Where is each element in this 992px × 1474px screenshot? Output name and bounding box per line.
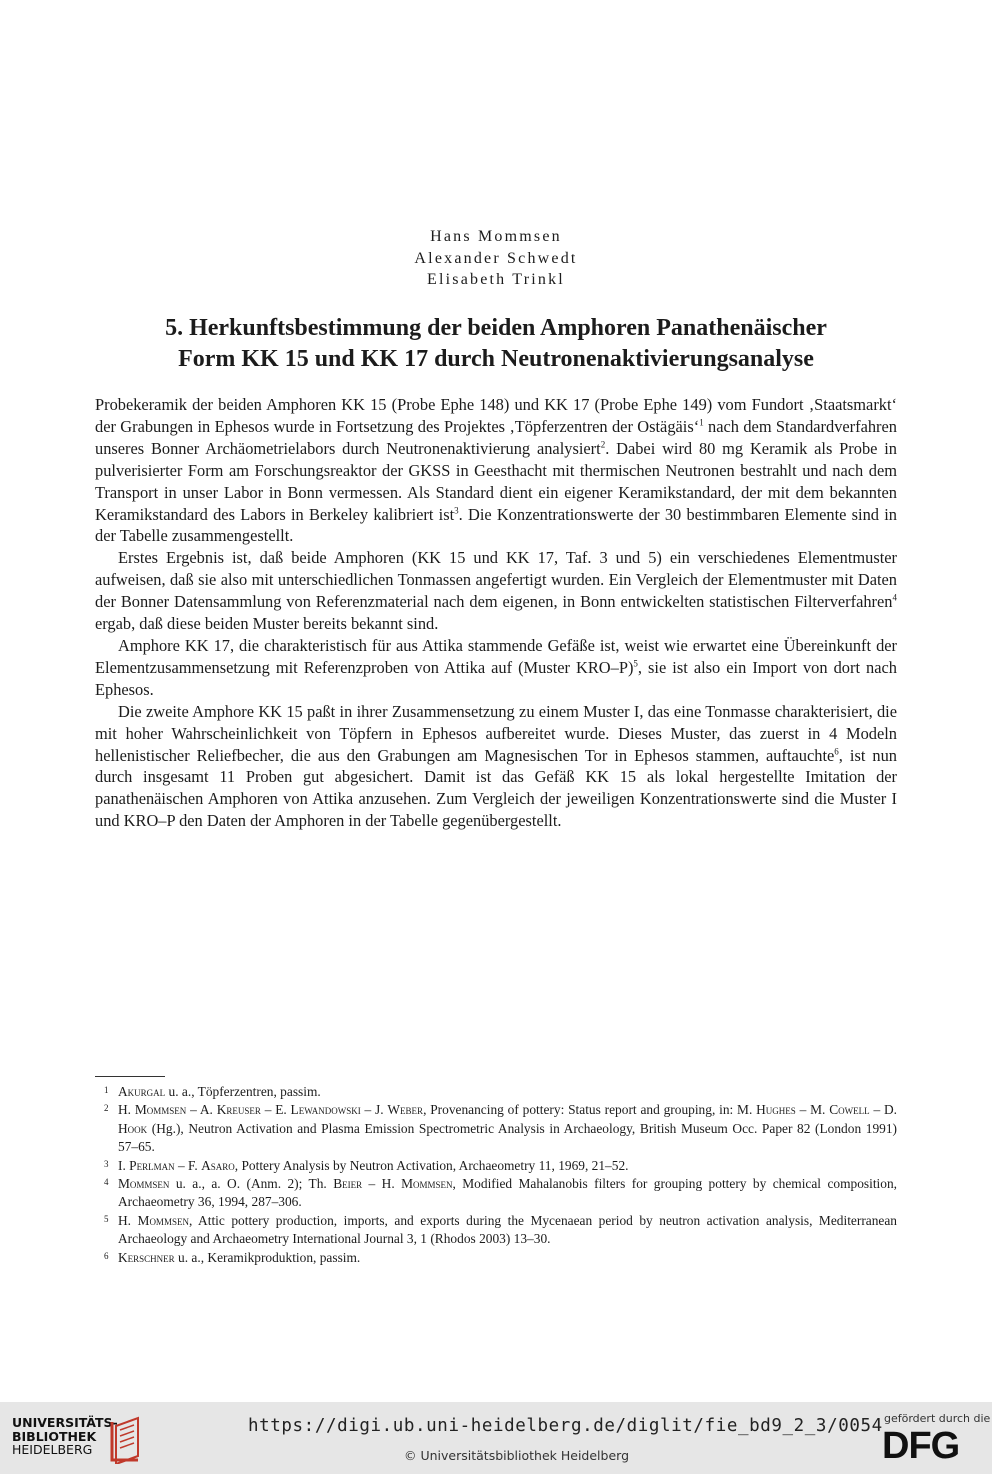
- copyright-notice: © Universitätsbibliothek Heidelberg: [404, 1448, 630, 1463]
- ub-bookmark-icon: [102, 1416, 148, 1464]
- title-line: 5. Herkunftsbestimmung der beiden Amphoren Panathenäischer: [165, 315, 827, 341]
- text-run: Probekeramik der beiden Amphoren KK 15 (Probe Ephe 148) und KK 17 (Probe Ephe 149) vom Fundort ‚Staatsmarkt‘ der Grabungen in Ephesos wurde in Fortsetzung des Projektes ‚Töpferzentren der Ostägäis‘: [95, 395, 897, 436]
- author-surname: Mommsen: [401, 1176, 453, 1192]
- text-run: Amphore KK 17, die charakteristisch für aus Attika stammende Gefäße ist, weist wie erwartet eine Übereinkunft der Elementzusammensetzung mit Referenzproben von Attika auf (Muster KRO–P): [95, 635, 897, 677]
- author-surname: Perlman: [129, 1157, 175, 1173]
- footnote-ref[interactable]: 6: [834, 746, 839, 757]
- dfg-logo[interactable]: DFG: [882, 1425, 960, 1467]
- text-run: – J.: [360, 1102, 388, 1118]
- text-run: (Hg.), Neutron Activation and Plasma Emission Spectrometric Analysis in Archaeology, British Museum Occ. Paper 82 (London 1991) 57–65.: [118, 1120, 897, 1155]
- footnote: [95, 1175, 897, 1212]
- footnote-number: 6: [104, 1250, 109, 1261]
- text-run: u. a., Töpferzentren, passim.: [165, 1084, 321, 1099]
- author-surname: Lewandowski: [290, 1102, 361, 1118]
- chapter-title: [80, 313, 912, 375]
- footnote: [95, 1249, 897, 1267]
- text-run: – D.: [869, 1102, 897, 1118]
- footnote-number: 5: [104, 1213, 109, 1224]
- text-run: – H.: [362, 1176, 402, 1192]
- text-run: nach dem Standardverfahren unseres Bonner Archäometrielabors durch Neutronenaktivierung analysiert: [95, 416, 897, 458]
- author-surname: Mommsen: [118, 1176, 170, 1192]
- text-run: Erstes Ergebnis ist, daß beide Amphoren (KK 15 und KK 17, Taf. 3 und 5) ein verschiedenes Elementmuster aufweisen, daß sie also mit unterschiedlichen Tonmassen angefertigt wurden. Ein Vergleich der Elementmuster mit Daten der Bonner Datensammlung von Referenzmaterial nach dem eigenen, in Bonn entwickelten statistischen Filterverfahren: [95, 548, 897, 612]
- footnote-list: [95, 1083, 897, 1267]
- footnote: [95, 1083, 897, 1101]
- text-run: H.: [118, 1212, 138, 1228]
- author-surname: Kreuser: [216, 1102, 261, 1118]
- paragraph: [95, 701, 897, 832]
- text-run: u. a., Keramikproduktion, passim.: [174, 1249, 361, 1265]
- author-list: [0, 226, 992, 291]
- footnote-ref[interactable]: 2: [600, 439, 606, 450]
- text-run: – E.: [260, 1102, 291, 1118]
- paragraph: [95, 394, 897, 547]
- ub-heidelberg-logo[interactable]: [12, 1416, 142, 1464]
- footnote: [95, 1101, 897, 1156]
- text-run: – A.: [186, 1102, 217, 1118]
- footnote-number: 1: [104, 1085, 109, 1095]
- title-line: Form KK 15 und KK 17 durch Neutronenaktivierungsanalyse: [178, 346, 814, 372]
- text-run: , Provenancing of pottery: Status report and grouping, in: M.: [423, 1102, 757, 1118]
- author-name: Alexander Schwedt: [414, 249, 578, 267]
- text-run: u. a., a. O. (Anm. 2); Th.: [169, 1176, 334, 1192]
- permalink-url[interactable]: https://digi.ub.uni-heidelberg.de/diglit/fie_bd9_2_3/0054: [248, 1416, 883, 1436]
- text-run: , ist nun durch insgesamt 11 Proben gut abgesichert. Damit ist das Gefäß KK 15 als lokal hergestellte Imitation der panathenäischen Amphoren von Attika anzusehen. Zum Vergleich der jeweiligen Konzentrationswerte sind die Muster I und KRO–P den Daten der Amphoren in der Tabelle gegenübergestellt.: [95, 745, 897, 831]
- author-surname: Akurgal: [118, 1084, 166, 1099]
- ub-logo-line: BIBLIOTHEK: [12, 1428, 97, 1444]
- ub-logo-line: UNIVERSITÄTS-: [12, 1415, 118, 1430]
- viewer-footer: [0, 1402, 992, 1474]
- author-surname: Beier: [333, 1176, 363, 1192]
- author-surname: Mommsen: [134, 1102, 187, 1118]
- author-name: Hans Mommsen: [430, 228, 562, 245]
- footnote-ref[interactable]: 4: [892, 592, 897, 603]
- footnote-number: 3: [104, 1158, 109, 1169]
- text-run: – M.: [795, 1102, 830, 1118]
- text-run: – F.: [174, 1157, 202, 1173]
- text-run: , Pottery Analysis by Neutron Activation, Archaeometry 11, 1969, 21–52.: [234, 1157, 629, 1173]
- text-run: H.: [118, 1102, 135, 1118]
- text-run: , sie ist also ein Import von dort nach Ephesos.: [95, 657, 897, 699]
- footnote-number: 2: [104, 1103, 109, 1114]
- author-surname: Weber: [387, 1102, 424, 1118]
- text-run: . Die Konzentrationswerte der 30 bestimmbaren Elemente sind in der Tabelle zusammengestellt.: [95, 504, 897, 546]
- text-run: . Dabei wird 80 mg Keramik als Probe in pulverisierter Form am Forschungsreaktor der GKSS in Geesthacht mit thermischen Neutronen bestrahlt und nach dem Transport in unser Labor in Bonn vermessen. Als Standard dient ein eigener Keramikstandard, der mit dem bekannten Keramikstandard des Labors in Berkeley kalibriert ist: [95, 438, 897, 524]
- author-name: Elisabeth Trinkl: [427, 271, 565, 288]
- dfg-tagline: gefördert durch die: [884, 1412, 991, 1425]
- paragraph: [95, 547, 897, 635]
- ub-logo-line: HEIDELBERG: [12, 1442, 93, 1457]
- footnote-ref[interactable]: 3: [454, 505, 459, 516]
- footnote-ref[interactable]: 1: [699, 417, 704, 428]
- author-surname: Cowell: [829, 1102, 870, 1118]
- author-surname: Mommsen: [137, 1212, 189, 1228]
- paragraph: [95, 635, 897, 701]
- author-surname: Kerschner: [118, 1249, 175, 1265]
- author-surname: Hook: [118, 1120, 148, 1136]
- footnote-ref[interactable]: 5: [633, 658, 638, 669]
- text-run: , Modified Mahalanobis filters for grouping pottery by chemical composition, Archaeometry 36, 1994, 287–306.: [118, 1176, 898, 1210]
- text-run: , Attic pottery production, imports, and exports during the Mycenaean period by neutron activation analysis, Mediterranean Archaeology and Archaeometry International Journal 3, 1 (Rhodos 2003) 13–30.: [118, 1212, 898, 1247]
- author-surname: Hughes: [756, 1102, 796, 1118]
- footnote: [95, 1212, 897, 1249]
- text-run: Die zweite Amphore KK 15 paßt in ihrer Zusammensetzung zu einem Muster I, das eine Tonmasse charakterisiert, die mit hoher Wahrscheinlichkeit von Töpfern in Ephesos aufbereitet wurde. Dieses Muster, das zuerst in 4 Modeln hellenistischer Reliefbecher, die aus den Grabungen am Magnesischen Tor in Ephesos stammen, auftauchte: [95, 701, 897, 765]
- text-run: I.: [118, 1157, 130, 1173]
- body-text: [95, 394, 897, 832]
- footnote-number: 4: [104, 1177, 109, 1188]
- footnote-divider: [95, 1076, 165, 1077]
- text-run: ergab, daß diese beiden Muster bereits bekannt sind.: [95, 614, 439, 634]
- footnote: [95, 1157, 897, 1175]
- author-surname: Asaro: [201, 1157, 235, 1173]
